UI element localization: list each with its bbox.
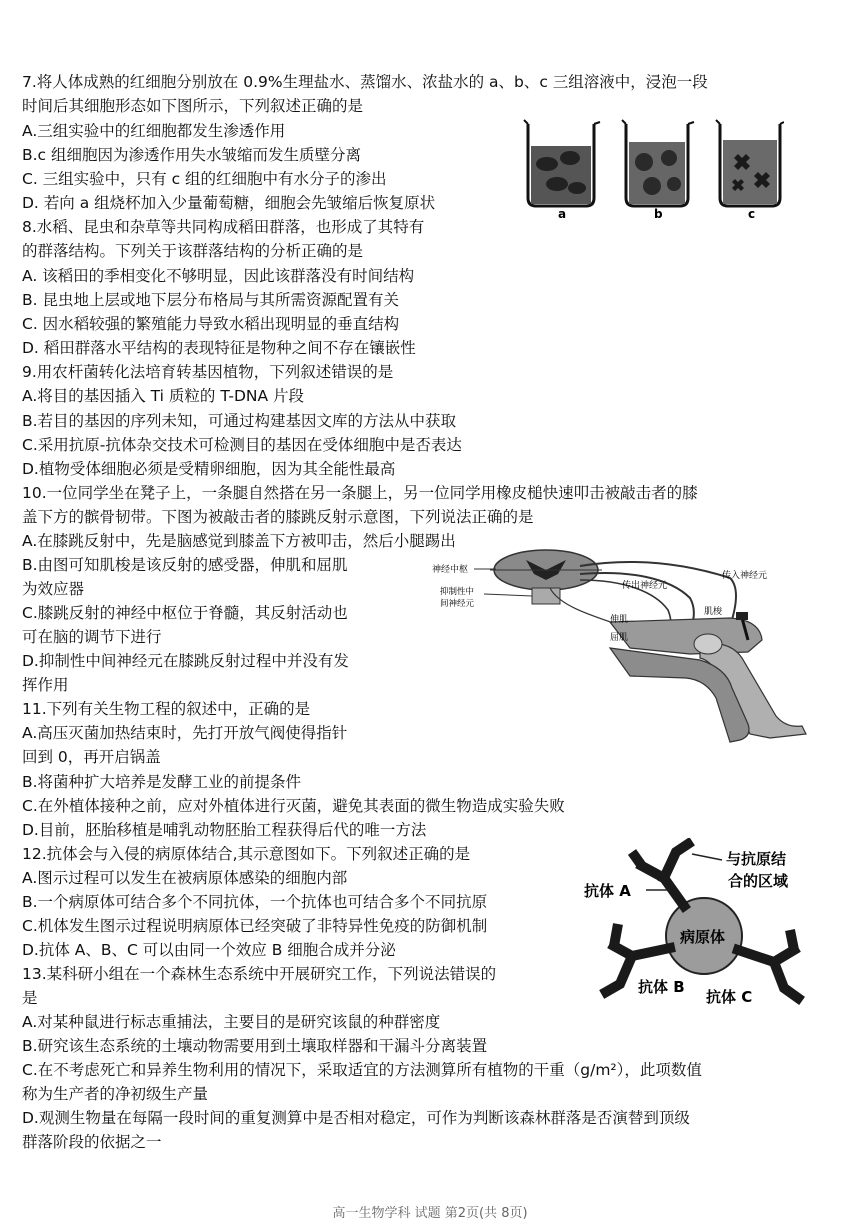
q8-stem-line1: 8.水稻、昆虫和杂草等共同构成稻田群落，也形成了其特有: [22, 218, 425, 236]
beaker-label-b: b: [654, 207, 663, 220]
q8-option-b: B. 昆虫地上层或地下层分布格局与其所需资源配置有关: [22, 291, 399, 309]
antibody-a-icon: [632, 844, 688, 906]
q12-stem: 12.抗体会与入侵的病原体结合,其示意图如下。下列叙述正确的是: [22, 845, 471, 863]
q12-option-b: B.一个病原体可结合多个不同抗体，一个抗体也可结合多个不同抗原: [22, 893, 488, 911]
page-footer: 高一生物学科 试题 第2页(共 8页): [332, 1206, 528, 1221]
q12-option-d: D.抗体 A、B、C 可以由同一个效应 B 细胞合成并分泌: [22, 941, 396, 959]
q7-stem-line1: 7.将人体成熟的红细胞分别放在 0.9%生理盐水、蒸馏水、浓盐水的 a、b、c 三组溶液中，浸泡一段: [22, 73, 708, 91]
q13-option-d-line1: D.观测生物量在每隔一段时间的重复测算中是否相对稳定，可作为判断该森林群落是否演替到顶级: [22, 1109, 690, 1127]
label-binding-region-2: 合的区域: [728, 872, 789, 890]
label-antibody-a: 抗体 A: [584, 882, 631, 900]
q12-option-c: C.机体发生图示过程说明病原体已经突破了非特异性免疫的防御机制: [22, 917, 488, 935]
q10-option-d-line2: 挥作用: [22, 676, 69, 694]
label-inhibitory-1: 抑制性中: [440, 587, 475, 597]
beaker-label-a: a: [558, 207, 567, 220]
q9-option-d: D.植物受体细胞必须是受精卵细胞，因为其全能性最高: [22, 460, 396, 478]
q7-option-b: B.c 组细胞因为渗透作用失水皱缩而发生质壁分离: [22, 146, 362, 164]
q13-option-a: A.对某种鼠进行标志重捕法，主要目的是研究该鼠的种群密度: [22, 1013, 441, 1031]
q8-stem-line2: 的群落结构。下列关于该群落结构的分析正确的是: [22, 242, 364, 260]
q11-option-c: C.在外植体接种之前，应对外植体进行灭菌，避免其表面的微生物造成实验失败: [22, 797, 565, 815]
knee-reflex-figure: [430, 548, 815, 748]
label-afferent: 传入神经元: [722, 571, 768, 581]
q11-option-b: B.将菌种扩大培养是发酵工业的前提条件: [22, 773, 302, 791]
q10-stem-line2: 盖下方的髌骨韧带。下图为被敲击者的膝跳反射示意图，下列说法正确的是: [22, 508, 534, 526]
q7-stem-line2: 时间后其细胞形态如下图所示，下列叙述正确的是: [22, 97, 364, 115]
q13-option-d-line2: 群落阶段的依据之一: [22, 1133, 162, 1151]
beakers-figure: [522, 118, 784, 220]
beaker-b: [622, 120, 694, 206]
q10-stem-line1: 10.一位同学坐在凳子上，一条腿自然搭在另一条腿上，另一位同学用橡皮槌快速叩击被敲击者的膝: [22, 484, 698, 502]
antibody-figure: [584, 838, 840, 1014]
label-efferent: 传出神经元: [622, 581, 668, 591]
q13-option-c-line1: C.在不考虑死亡和异养生物利用的情况下，采取适宜的方法测算所有植物的干重（g/m²），此项数值: [22, 1061, 702, 1079]
q9-option-a: A.将目的基因插入 Ti 质粒的 T-DNA 片段: [22, 387, 305, 405]
q8-option-d: D. 稻田群落水平结构的表现特征是物种之间不存在镶嵌性: [22, 339, 416, 357]
label-extensor: 伸肌: [610, 615, 629, 625]
label-muscle-spindle: 肌梭: [704, 607, 723, 617]
label-binding-region-1: 与抗原结: [726, 850, 787, 868]
q8-option-a: A. 该稻田的季相变化不够明显，因此该群落没有时间结构: [22, 267, 415, 285]
q10-option-c-line2: 可在脑的调节下进行: [22, 628, 162, 646]
legs-icon: [610, 612, 806, 742]
q12-option-a: A.图示过程可以发生在被病原体感染的细胞内部: [22, 869, 348, 887]
q11-option-d: D.目前，胚胎移植是哺乳动物胚胎工程获得后代的唯一方法: [22, 821, 427, 839]
q10-option-d-line1: D.抑制性中间神经元在膝跳反射过程中并没有发: [22, 652, 349, 670]
q9-stem: 9.用农杆菌转化法培育转基因植物，下列叙述错误的是: [22, 363, 394, 381]
q13-option-b: B.研究该生态系统的土壤动物需要用到土壤取样器和干漏斗分离装置: [22, 1037, 488, 1055]
q9-option-c: C.采用抗原-抗体杂交技术可检测目的基因在受体细胞中是否表达: [22, 436, 462, 454]
q13-stem-line2: 是: [22, 989, 38, 1007]
q10-option-c-line1: C.膝跳反射的神经中枢位于脊髓，其反射活动也: [22, 604, 348, 622]
q11-option-a-line2: 回到 0，再开启锅盖: [22, 748, 161, 766]
label-flexor: 屈肌: [610, 633, 629, 643]
q10-option-b-line1: B.由图可知肌梭是该反射的感受器，伸肌和屈肌: [22, 556, 348, 574]
q8-option-c: C. 因水稻较强的繁殖能力导致水稻出现明显的垂直结构: [22, 315, 400, 333]
q7-option-d: D. 若向 a 组烧杯加入少量葡萄糖，细胞会先皱缩后恢复原状: [22, 194, 436, 212]
spinal-cord-icon: [490, 550, 602, 604]
q10-option-a: A.在膝跳反射中，先是脑感觉到膝盖下方被叩击，然后小腿踢出: [22, 532, 456, 550]
beaker-label-c: c: [748, 207, 756, 220]
q7-option-a: A.三组实验中的红细胞都发生渗透作用: [22, 122, 286, 140]
beaker-a: [524, 120, 600, 206]
q11-stem: 11.下列有关生物工程的叙述中，正确的是: [22, 700, 311, 718]
q13-stem-line1: 13.某科研小组在一个森林生态系统中开展研究工作，下列说法错误的: [22, 965, 497, 983]
q11-option-a-line1: A.高压灭菌加热结束时，先打开放气阀使得指针: [22, 724, 348, 742]
q10-option-b-line2: 为效应器: [22, 580, 85, 598]
q9-option-b: B.若目的基因的序列未知，可通过构建基因文库的方法从中获取: [22, 412, 457, 430]
q13-option-c-line2: 称为生产者的净初级生产量: [22, 1085, 209, 1103]
label-pathogen: 病原体: [680, 928, 726, 946]
label-antibody-c: 抗体 C: [706, 988, 753, 1006]
beaker-c: [716, 120, 784, 206]
label-inhibitory-2: 间神经元: [440, 599, 475, 609]
q7-option-c: C. 三组实验中，只有 c 组的红细胞中有水分子的渗出: [22, 170, 387, 188]
label-nerve-center: 神经中枢: [432, 565, 469, 575]
label-antibody-b: 抗体 B: [638, 978, 685, 996]
